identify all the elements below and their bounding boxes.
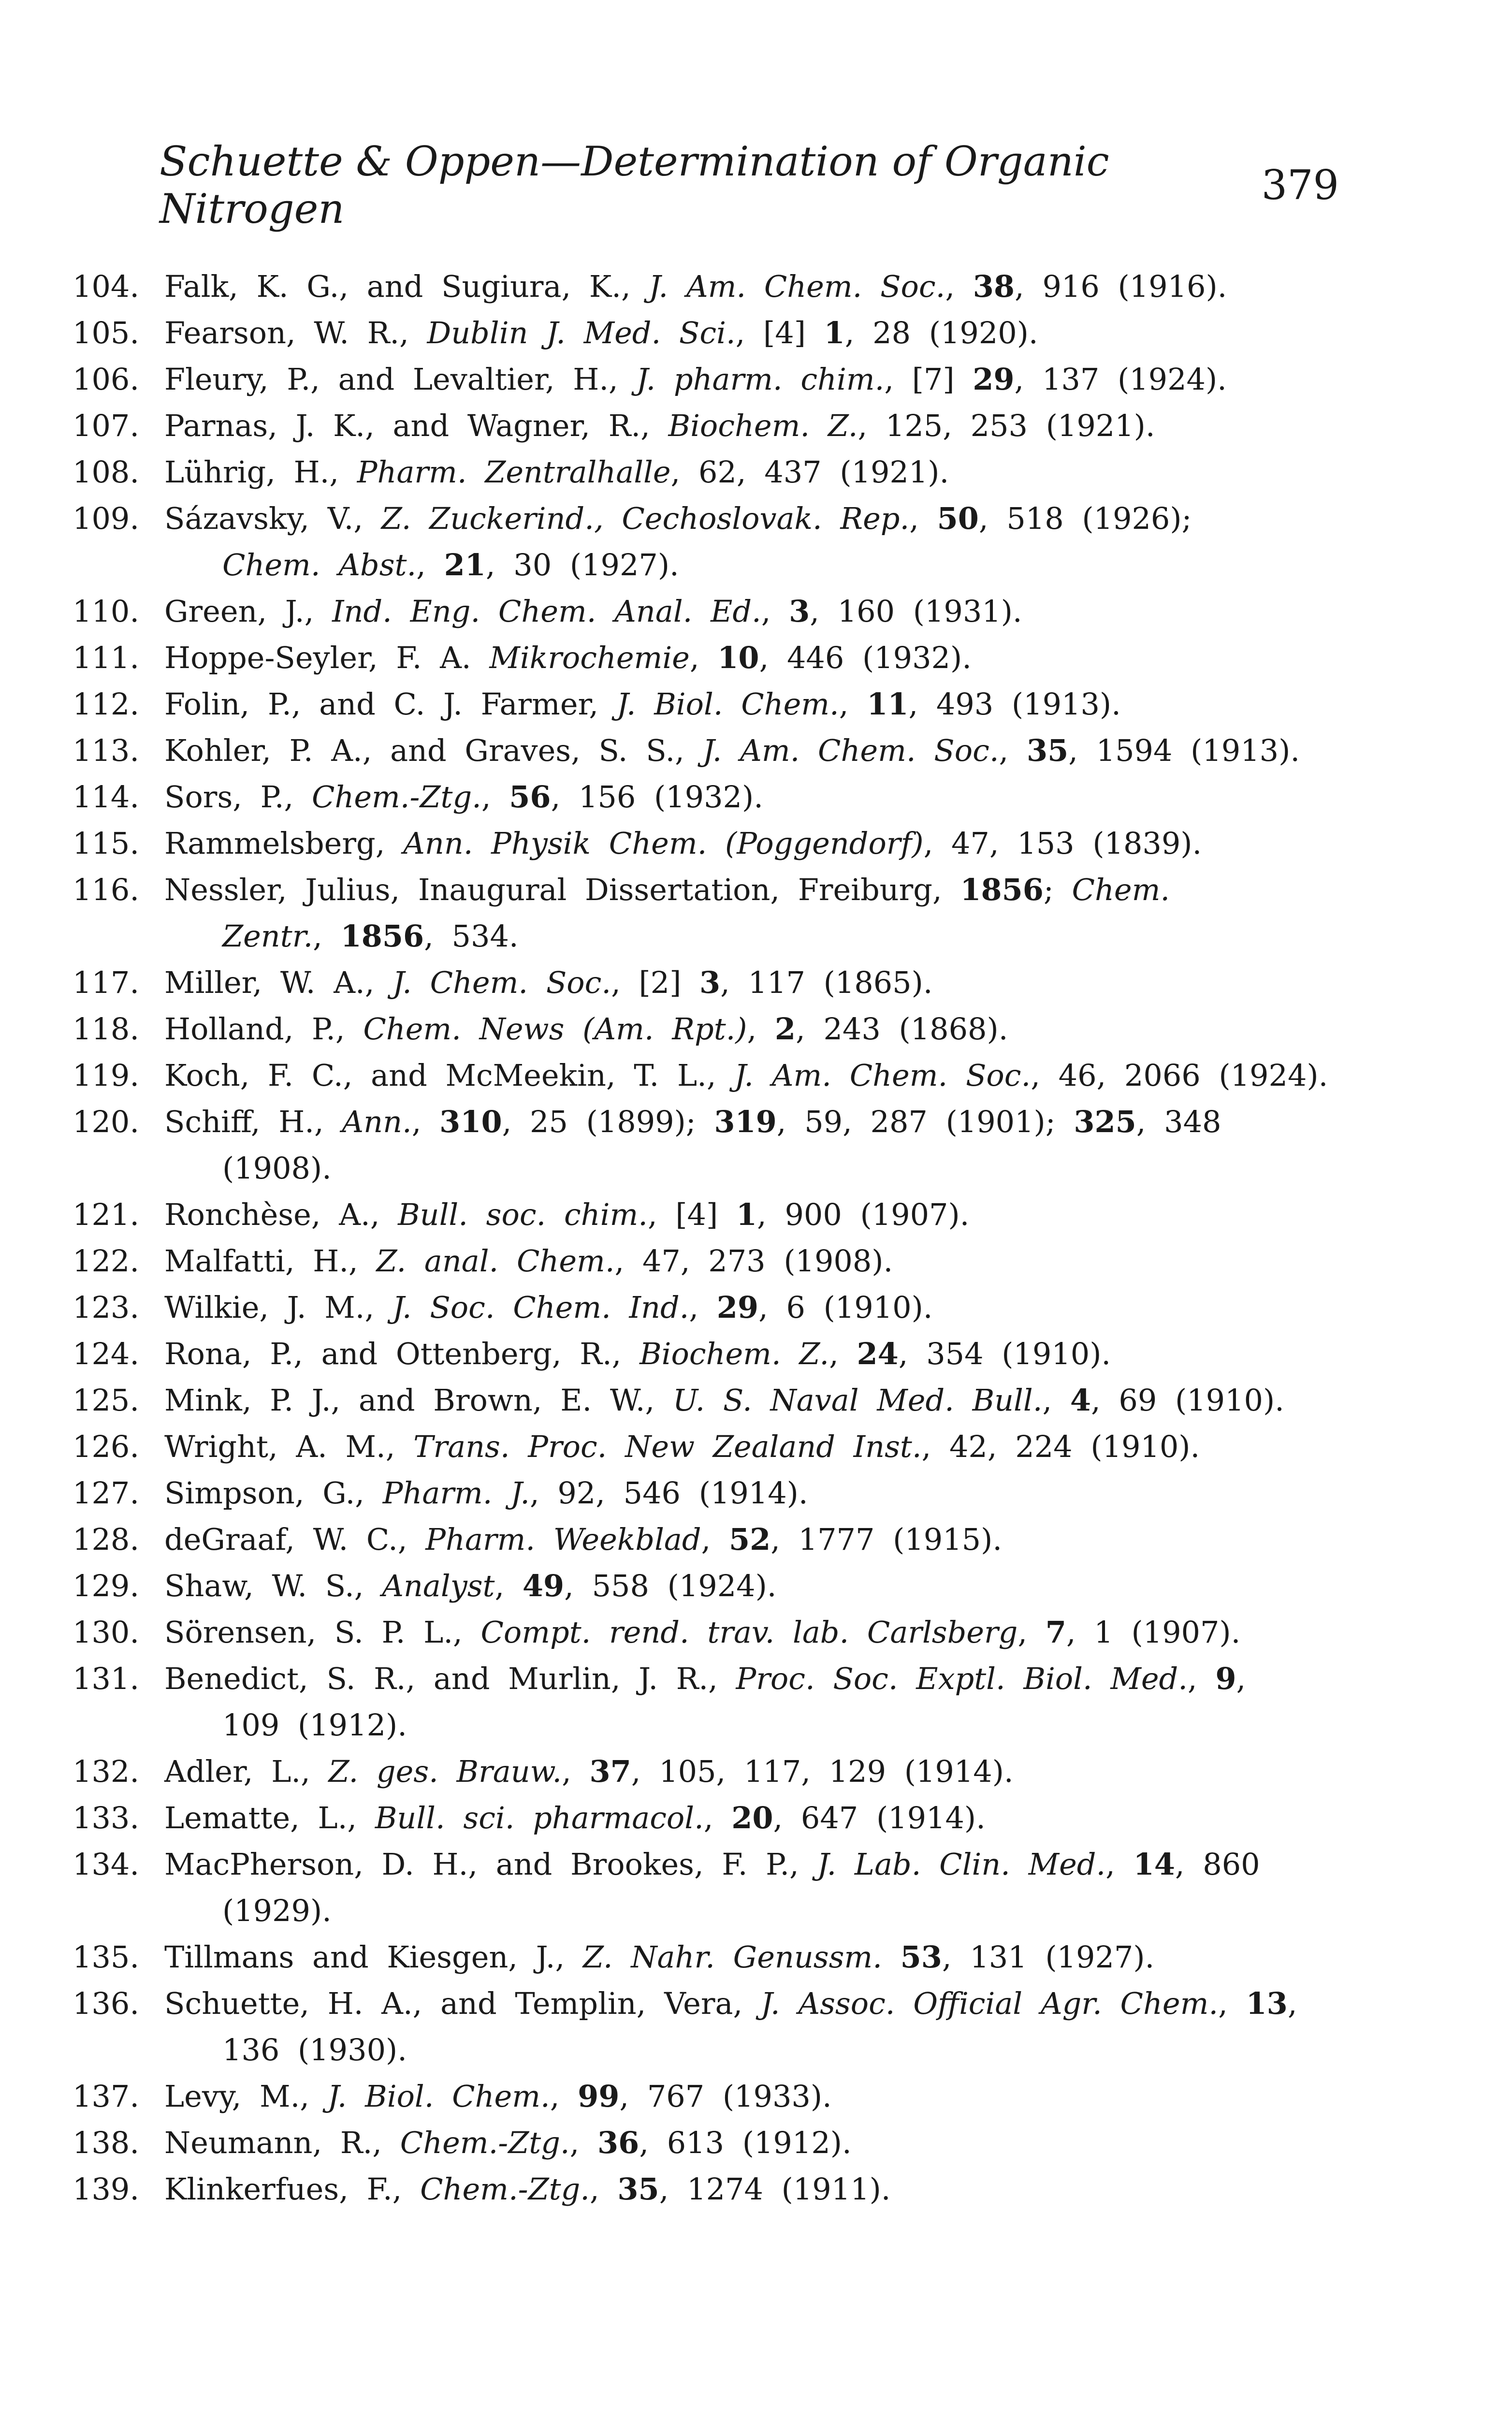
reference-segment: 3 (789, 594, 810, 629)
reference-segment: Zentr. (222, 918, 313, 954)
reference-segment: Z. anal. Chem. (376, 1243, 615, 1279)
reference-segment: , 916 (1916). (1015, 269, 1227, 304)
reference-text (164, 1424, 1349, 1470)
reference-segment: Proc. Soc. Exptl. Biol. Med. (736, 1661, 1188, 1696)
reference-segment: , 117 (1865). (720, 965, 933, 1000)
reference-segment: 11 (867, 686, 909, 722)
reference-item (73, 263, 1349, 310)
reference-segment: 21 (444, 547, 486, 582)
reference-segment: , [2] (611, 965, 700, 1000)
reference-segment: Schiff, H., (164, 1104, 342, 1139)
reference-segment: 14 (1133, 1847, 1175, 1882)
reference-segment: 99 (578, 2079, 620, 2114)
reference-segment: , 6 (1910). (758, 1290, 933, 1325)
reference-segment: , (909, 501, 937, 536)
reference-continuation (164, 542, 1349, 588)
reference-segment: Ann. (342, 1104, 412, 1139)
reference-segment: Z. Nahr. Genussm. (582, 1939, 882, 1975)
reference-segment: , (1218, 1986, 1246, 2021)
reference-segment: Z. Zuckerind., Cechoslovak. Rep. (381, 501, 910, 536)
reference-list (73, 263, 1349, 2213)
reference-text (164, 1795, 1349, 1841)
reference-segment: , 30 (1927). (485, 547, 679, 582)
reference-segment: , (839, 686, 867, 722)
reference-number: 108. (73, 454, 140, 490)
reference-item (73, 867, 1349, 960)
reference-segment: , 518 (1926); (978, 501, 1192, 536)
reference-item (73, 1331, 1349, 1377)
reference-number: 129. (73, 1568, 140, 1603)
reference-text (164, 1284, 1349, 1331)
reference-segment: , (313, 918, 341, 954)
reference-segment: 13 (1246, 1986, 1288, 2021)
reference-segment: , 160 (1931). (810, 594, 1022, 629)
reference-segment: , (550, 2079, 578, 2114)
reference-segment: 29 (973, 362, 1015, 397)
reference-item (73, 1841, 1349, 1934)
reference-item (73, 449, 1349, 495)
reference-segment: , 348 (1136, 1104, 1221, 1139)
reference-item (73, 1563, 1349, 1609)
reference-text (164, 588, 1349, 635)
reference-segment: Adler, L., (164, 1754, 329, 1789)
reference-segment: Fleury, P., and Levaltier, H., (164, 362, 637, 397)
reference-segment: , 156 (1932). (551, 779, 763, 815)
reference-item (73, 1470, 1349, 1516)
reference-segment: 49 (522, 1568, 565, 1603)
reference-segment: J. Chem. Soc. (393, 965, 611, 1000)
reference-segment: Green, J., (164, 594, 333, 629)
reference-number: 126. (73, 1429, 140, 1464)
reference-segment: Lührig, H., (164, 454, 357, 490)
reference-segment: Malfatti, H., (164, 1243, 377, 1279)
reference-segment: Folin, P., and C. J. Farmer, (164, 686, 617, 722)
reference-text (164, 1516, 1349, 1563)
reference-segment: , 534. (424, 918, 519, 954)
reference-number: 130. (73, 1615, 140, 1650)
reference-segment: Shaw, W. S., (164, 1568, 382, 1603)
reference-segment: , (590, 2171, 618, 2207)
reference-segment: Schuette, H. A., and Templin, Vera, (164, 1986, 761, 2021)
reference-segment: 35 (617, 2171, 659, 2207)
reference-text (164, 1099, 1349, 1192)
reference-segment: Falk, K. G., and Sugiura, K., (164, 269, 649, 304)
reference-number: 110. (73, 594, 140, 629)
reference-segment: Rona, P., and Ottenberg, R., (164, 1336, 640, 1371)
reference-text (164, 1006, 1349, 1052)
reference-number: 121. (73, 1197, 140, 1232)
reference-segment: 37 (589, 1754, 631, 1789)
reference-text (164, 2073, 1349, 2120)
reference-number: 128. (73, 1522, 140, 1557)
reference-item (73, 1284, 1349, 1331)
reference-segment: Pharm. J. (382, 1475, 530, 1511)
reference-text (164, 2166, 1349, 2213)
reference-segment: Wilkie, J. M., (164, 1290, 393, 1325)
reference-segment: Wright, A. M., (164, 1429, 414, 1464)
reference-number: 132. (73, 1754, 140, 1789)
reference-segment: (1929). (222, 1893, 332, 1928)
reference-segment: Koch, F. C., and McMeekin, T. L., (164, 1058, 735, 1093)
reference-segment: , [7] (884, 362, 973, 397)
reference-segment: Hoppe-Seyler, F. A. (164, 640, 490, 675)
reference-number: 113. (73, 733, 140, 768)
reference-number: 115. (73, 826, 140, 861)
reference-segment: J. Am. Chem. Soc. (649, 269, 945, 304)
reference-segment: 136 (1930). (222, 2032, 407, 2068)
reference-segment: Fearson, W. R., (164, 315, 427, 350)
reference-segment: 3 (699, 965, 721, 1000)
reference-segment: 38 (973, 269, 1015, 304)
reference-segment: J. Assoc. Official Agr. Chem. (760, 1986, 1219, 2021)
reference-segment: Chem. Abst. (222, 547, 417, 582)
reference-segment: 9 (1215, 1661, 1236, 1696)
reference-item (73, 1099, 1349, 1192)
reference-segment: Bull. sci. pharmacol. (375, 1800, 704, 1835)
reference-segment: 2 (774, 1011, 796, 1047)
reference-segment: 10 (717, 640, 759, 675)
reference-segment: , 243 (1868). (796, 1011, 1008, 1047)
reference-segment: Miller, W. A., (164, 965, 393, 1000)
reference-segment: , 860 (1175, 1847, 1260, 1882)
reference-segment: Klinkerfues, F., (164, 2171, 421, 2207)
reference-text (164, 867, 1349, 960)
reference-segment: 56 (509, 779, 551, 815)
running-head (160, 138, 1339, 233)
reference-segment: U. S. Naval Med. Bull. (672, 1383, 1043, 1418)
reference-item (73, 1424, 1349, 1470)
reference-text (164, 728, 1349, 774)
reference-text (164, 356, 1349, 403)
reference-segment: , (494, 1568, 523, 1603)
reference-segment: , (1105, 1847, 1134, 1882)
reference-item (73, 2166, 1349, 2213)
reference-segment: , (1236, 1661, 1246, 1696)
reference-segment: , 647 (1914). (773, 1800, 986, 1835)
reference-number: 134. (73, 1847, 140, 1882)
reference-text (164, 1563, 1349, 1609)
reference-segment: Chem.-Ztg. (311, 779, 481, 815)
reference-segment: , 62, 437 (1921). (670, 454, 949, 490)
reference-segment: 29 (716, 1290, 759, 1325)
reference-segment: Neumann, R., (164, 2125, 400, 2160)
reference-text (164, 449, 1349, 495)
reference-item (73, 1006, 1349, 1052)
reference-text (164, 635, 1349, 681)
reference-item (73, 774, 1349, 820)
reference-number: 114. (73, 779, 140, 815)
reference-segment: , (945, 269, 973, 304)
reference-item (73, 1795, 1349, 1841)
reference-segment: , (481, 779, 509, 815)
reference-segment: 1 (824, 315, 845, 350)
reference-text (164, 1748, 1349, 1795)
reference-item (73, 1192, 1349, 1238)
reference-segment: , (569, 2125, 598, 2160)
reference-number: 133. (73, 1800, 140, 1835)
reference-text (164, 1470, 1349, 1516)
reference-continuation (164, 913, 1349, 960)
reference-segment: 319 (714, 1104, 777, 1139)
reference-segment: Compt. rend. trav. lab. Carlsberg (480, 1615, 1018, 1650)
reference-item (73, 2073, 1349, 2120)
reference-segment: , 125, 253 (1921). (858, 408, 1155, 443)
reference-segment: , (411, 1104, 440, 1139)
reference-item (73, 1980, 1349, 2073)
reference-segment: MacPherson, D. H., and Brookes, F. P., (164, 1847, 817, 1882)
reference-number: 138. (73, 2125, 140, 2160)
reference-number: 131. (73, 1661, 140, 1696)
reference-segment: , 105, 117, 129 (1914). (631, 1754, 1014, 1789)
reference-segment: , (1187, 1661, 1216, 1696)
reference-segment: , (1287, 1986, 1297, 2021)
reference-segment: 4 (1070, 1383, 1091, 1418)
reference-segment: Simpson, G., (164, 1475, 383, 1511)
reference-segment: 7 (1045, 1615, 1066, 1650)
reference-number: 112. (73, 686, 140, 722)
reference-number: 119. (73, 1058, 140, 1093)
reference-number: 111. (73, 640, 140, 675)
reference-segment: (1908). (222, 1150, 332, 1186)
reference-segment: 36 (597, 2125, 640, 2160)
reference-segment: , 1274 (1911). (659, 2171, 891, 2207)
reference-continuation (164, 1145, 1349, 1192)
reference-segment: , 558 (1924). (564, 1568, 777, 1603)
reference-text (164, 960, 1349, 1006)
reference-number: 120. (73, 1104, 140, 1139)
reference-item (73, 1516, 1349, 1563)
reference-segment: Sörensen, S. P. L., (164, 1615, 481, 1650)
reference-segment: J. Biol. Chem. (327, 2079, 550, 2114)
reference-text (164, 263, 1349, 310)
reference-segment: Sors, P., (164, 779, 312, 815)
reference-segment: J. Lab. Clin. Med. (817, 1847, 1106, 1882)
reference-segment: , 613 (1912). (639, 2125, 852, 2160)
reference-segment: Benedict, S. R., and Murlin, J. R., (164, 1661, 736, 1696)
reference-text (164, 2120, 1349, 2166)
reference-text (164, 310, 1349, 356)
reference-segment: J. Am. Chem. Soc. (734, 1058, 1031, 1093)
reference-segment: 35 (1026, 733, 1069, 768)
reference-text (164, 1331, 1349, 1377)
reference-segment: , (829, 1336, 857, 1371)
reference-segment: Ronchèse, A., (164, 1197, 398, 1232)
reference-item (73, 1748, 1349, 1795)
reference-segment: Analyst (382, 1568, 495, 1603)
reference-segment: Rammelsberg, (164, 826, 404, 861)
reference-text (164, 1841, 1349, 1934)
reference-segment: , 446 (1932). (759, 640, 972, 675)
reference-item (73, 1052, 1349, 1099)
reference-segment: , 46, 2066 (1924). (1031, 1058, 1328, 1093)
reference-segment: Chem. News (Am. Rpt.) (363, 1011, 747, 1047)
reference-segment: , 1594 (1913). (1068, 733, 1300, 768)
reference-text (164, 403, 1349, 449)
reference-text (164, 1609, 1349, 1656)
reference-text (164, 1052, 1349, 1099)
reference-segment (882, 1939, 901, 1975)
reference-segment: 50 (937, 501, 979, 536)
reference-segment: Mikrochemie (489, 640, 690, 675)
reference-segment: J. Biol. Chem. (616, 686, 839, 722)
reference-text (164, 774, 1349, 820)
reference-segment: 24 (857, 1336, 899, 1371)
reference-item (73, 588, 1349, 635)
reference-segment: , 1777 (1915). (771, 1522, 1003, 1557)
reference-item (73, 403, 1349, 449)
reference-segment: 325 (1074, 1104, 1136, 1139)
reference-segment: , 25 (1899); (502, 1104, 714, 1139)
reference-item (73, 1609, 1349, 1656)
reference-segment: 1856 (340, 918, 424, 954)
reference-segment: Lematte, L., (164, 1800, 375, 1835)
reference-segment: , 47, 153 (1839). (923, 826, 1202, 861)
reference-segment: deGraaf, W. C., (164, 1522, 426, 1557)
reference-segment: , (703, 1800, 732, 1835)
reference-segment: 53 (900, 1939, 942, 1975)
reference-segment: Holland, P., (164, 1011, 363, 1047)
reference-number: 117. (73, 965, 140, 1000)
reference-item (73, 960, 1349, 1006)
reference-segment: Kohler, P. A., and Graves, S. S., (164, 733, 703, 768)
reference-segment: , [4] (647, 1197, 736, 1232)
reference-segment: , (761, 594, 789, 629)
reference-segment: Biochem. Z. (668, 408, 858, 443)
reference-segment: , [4] (735, 315, 824, 350)
reference-segment: , (1018, 1615, 1046, 1650)
reference-segment: Mink, P. J., and Brown, E. W., (164, 1383, 673, 1418)
reference-item (73, 1934, 1349, 1980)
reference-segment: , 131 (1927). (942, 1939, 1155, 1975)
reference-segment: , (701, 1522, 729, 1557)
reference-segment: , (747, 1011, 775, 1047)
reference-number: 118. (73, 1011, 140, 1047)
reference-segment: Pharm. Weekblad (425, 1522, 701, 1557)
reference-segment: , 137 (1924). (1014, 362, 1227, 397)
reference-segment: Chem.-Ztg. (420, 2171, 590, 2207)
reference-number: 123. (73, 1290, 140, 1325)
reference-number: 135. (73, 1939, 140, 1975)
reference-item (73, 310, 1349, 356)
reference-segment: 52 (728, 1522, 771, 1557)
reference-segment: 1856 (960, 872, 1044, 907)
reference-item (73, 2120, 1349, 2166)
reference-segment: 20 (731, 1800, 773, 1835)
reference-segment: Nessler, Julius, Inaugural Dissertation, Freiburg, (164, 872, 960, 907)
reference-number: 124. (73, 1336, 140, 1371)
reference-segment: , 69 (1910). (1091, 1383, 1284, 1418)
reference-segment: Parnas, J. K., and Wagner, R., (164, 408, 669, 443)
reference-segment: Bull. soc. chim. (398, 1197, 648, 1232)
reference-item (73, 681, 1349, 728)
reference-segment: Tillmans and Kiesgen, J., (164, 1939, 583, 1975)
reference-continuation (164, 1702, 1349, 1748)
reference-text (164, 495, 1349, 588)
reference-text (164, 1238, 1349, 1284)
page-number: 379 (1261, 161, 1339, 209)
reference-segment: J. Am. Chem. Soc. (702, 733, 999, 768)
reference-segment: Trans. Proc. New Zealand Inst. (413, 1429, 922, 1464)
reference-segment: , 42, 224 (1910). (921, 1429, 1200, 1464)
reference-segment: , 59, 287 (1901); (776, 1104, 1074, 1139)
reference-item (73, 1238, 1349, 1284)
reference-number: 104. (73, 269, 140, 304)
reference-segment: Chem.-Ztg. (400, 2125, 570, 2160)
reference-item (73, 356, 1349, 403)
reference-item (73, 635, 1349, 681)
reference-continuation (164, 2027, 1349, 2073)
reference-number: 122. (73, 1243, 140, 1279)
reference-item (73, 820, 1349, 867)
reference-segment: Biochem. Z. (640, 1336, 829, 1371)
reference-item (73, 728, 1349, 774)
reference-segment: , 92, 546 (1914). (529, 1475, 808, 1511)
reference-segment: Dublin J. Med. Sci. (427, 315, 736, 350)
reference-segment: Sázavsky, V., (164, 501, 381, 536)
reference-segment: J. pharm. chim. (636, 362, 885, 397)
reference-text (164, 1934, 1349, 1980)
reference-segment: , 354 (1910). (898, 1336, 1111, 1371)
reference-item (73, 1377, 1349, 1424)
reference-text (164, 1377, 1349, 1424)
reference-segment: Levy, M., (164, 2079, 328, 2114)
reference-segment: , (689, 640, 718, 675)
reference-segment: 310 (439, 1104, 502, 1139)
reference-number: 116. (73, 872, 140, 907)
reference-number: 139. (73, 2171, 140, 2207)
reference-segment: J. Soc. Chem. Ind. (392, 1290, 689, 1325)
reference-segment: , (1042, 1383, 1070, 1418)
reference-continuation (164, 1888, 1349, 1934)
reference-segment: , (689, 1290, 717, 1325)
reference-number: 107. (73, 408, 140, 443)
reference-number: 109. (73, 501, 140, 536)
reference-segment: , (999, 733, 1027, 768)
reference-segment: , 28 (1920). (844, 315, 1038, 350)
reference-number: 105. (73, 315, 140, 350)
reference-segment: ; (1043, 872, 1072, 907)
reference-text (164, 1656, 1349, 1748)
reference-segment: , 1 (1907). (1066, 1615, 1241, 1650)
reference-segment: , 900 (1907). (757, 1197, 970, 1232)
reference-segment: Chem. (1072, 872, 1170, 907)
reference-segment: , (416, 547, 444, 582)
reference-segment: Ind. Eng. Chem. Anal. Ed. (332, 594, 761, 629)
reference-segment: , 493 (1913). (908, 686, 1121, 722)
reference-segment: Ann. Physik Chem. (Poggendorf) (403, 826, 924, 861)
reference-text (164, 820, 1349, 867)
reference-item (73, 495, 1349, 588)
reference-text (164, 1980, 1349, 2073)
reference-segment: 109 (1912). (222, 1707, 407, 1743)
running-title: Schuette & Oppen—Determination of Organic Nitrogen (160, 138, 1109, 233)
reference-number: 106. (73, 362, 140, 397)
reference-text (164, 1192, 1349, 1238)
reference-number: 125. (73, 1383, 140, 1418)
reference-text (164, 681, 1349, 728)
reference-segment: Pharm. Zentralhalle (357, 454, 671, 490)
reference-segment: , 767 (1933). (619, 2079, 832, 2114)
reference-number: 137. (73, 2079, 140, 2114)
reference-segment: Z. ges. Brauw. (328, 1754, 562, 1789)
reference-segment: , 47, 273 (1908). (614, 1243, 893, 1279)
reference-number: 136. (73, 1986, 140, 2021)
reference-segment: , (562, 1754, 590, 1789)
reference-item (73, 1656, 1349, 1748)
reference-number: 127. (73, 1475, 140, 1511)
reference-segment: 1 (736, 1197, 757, 1232)
